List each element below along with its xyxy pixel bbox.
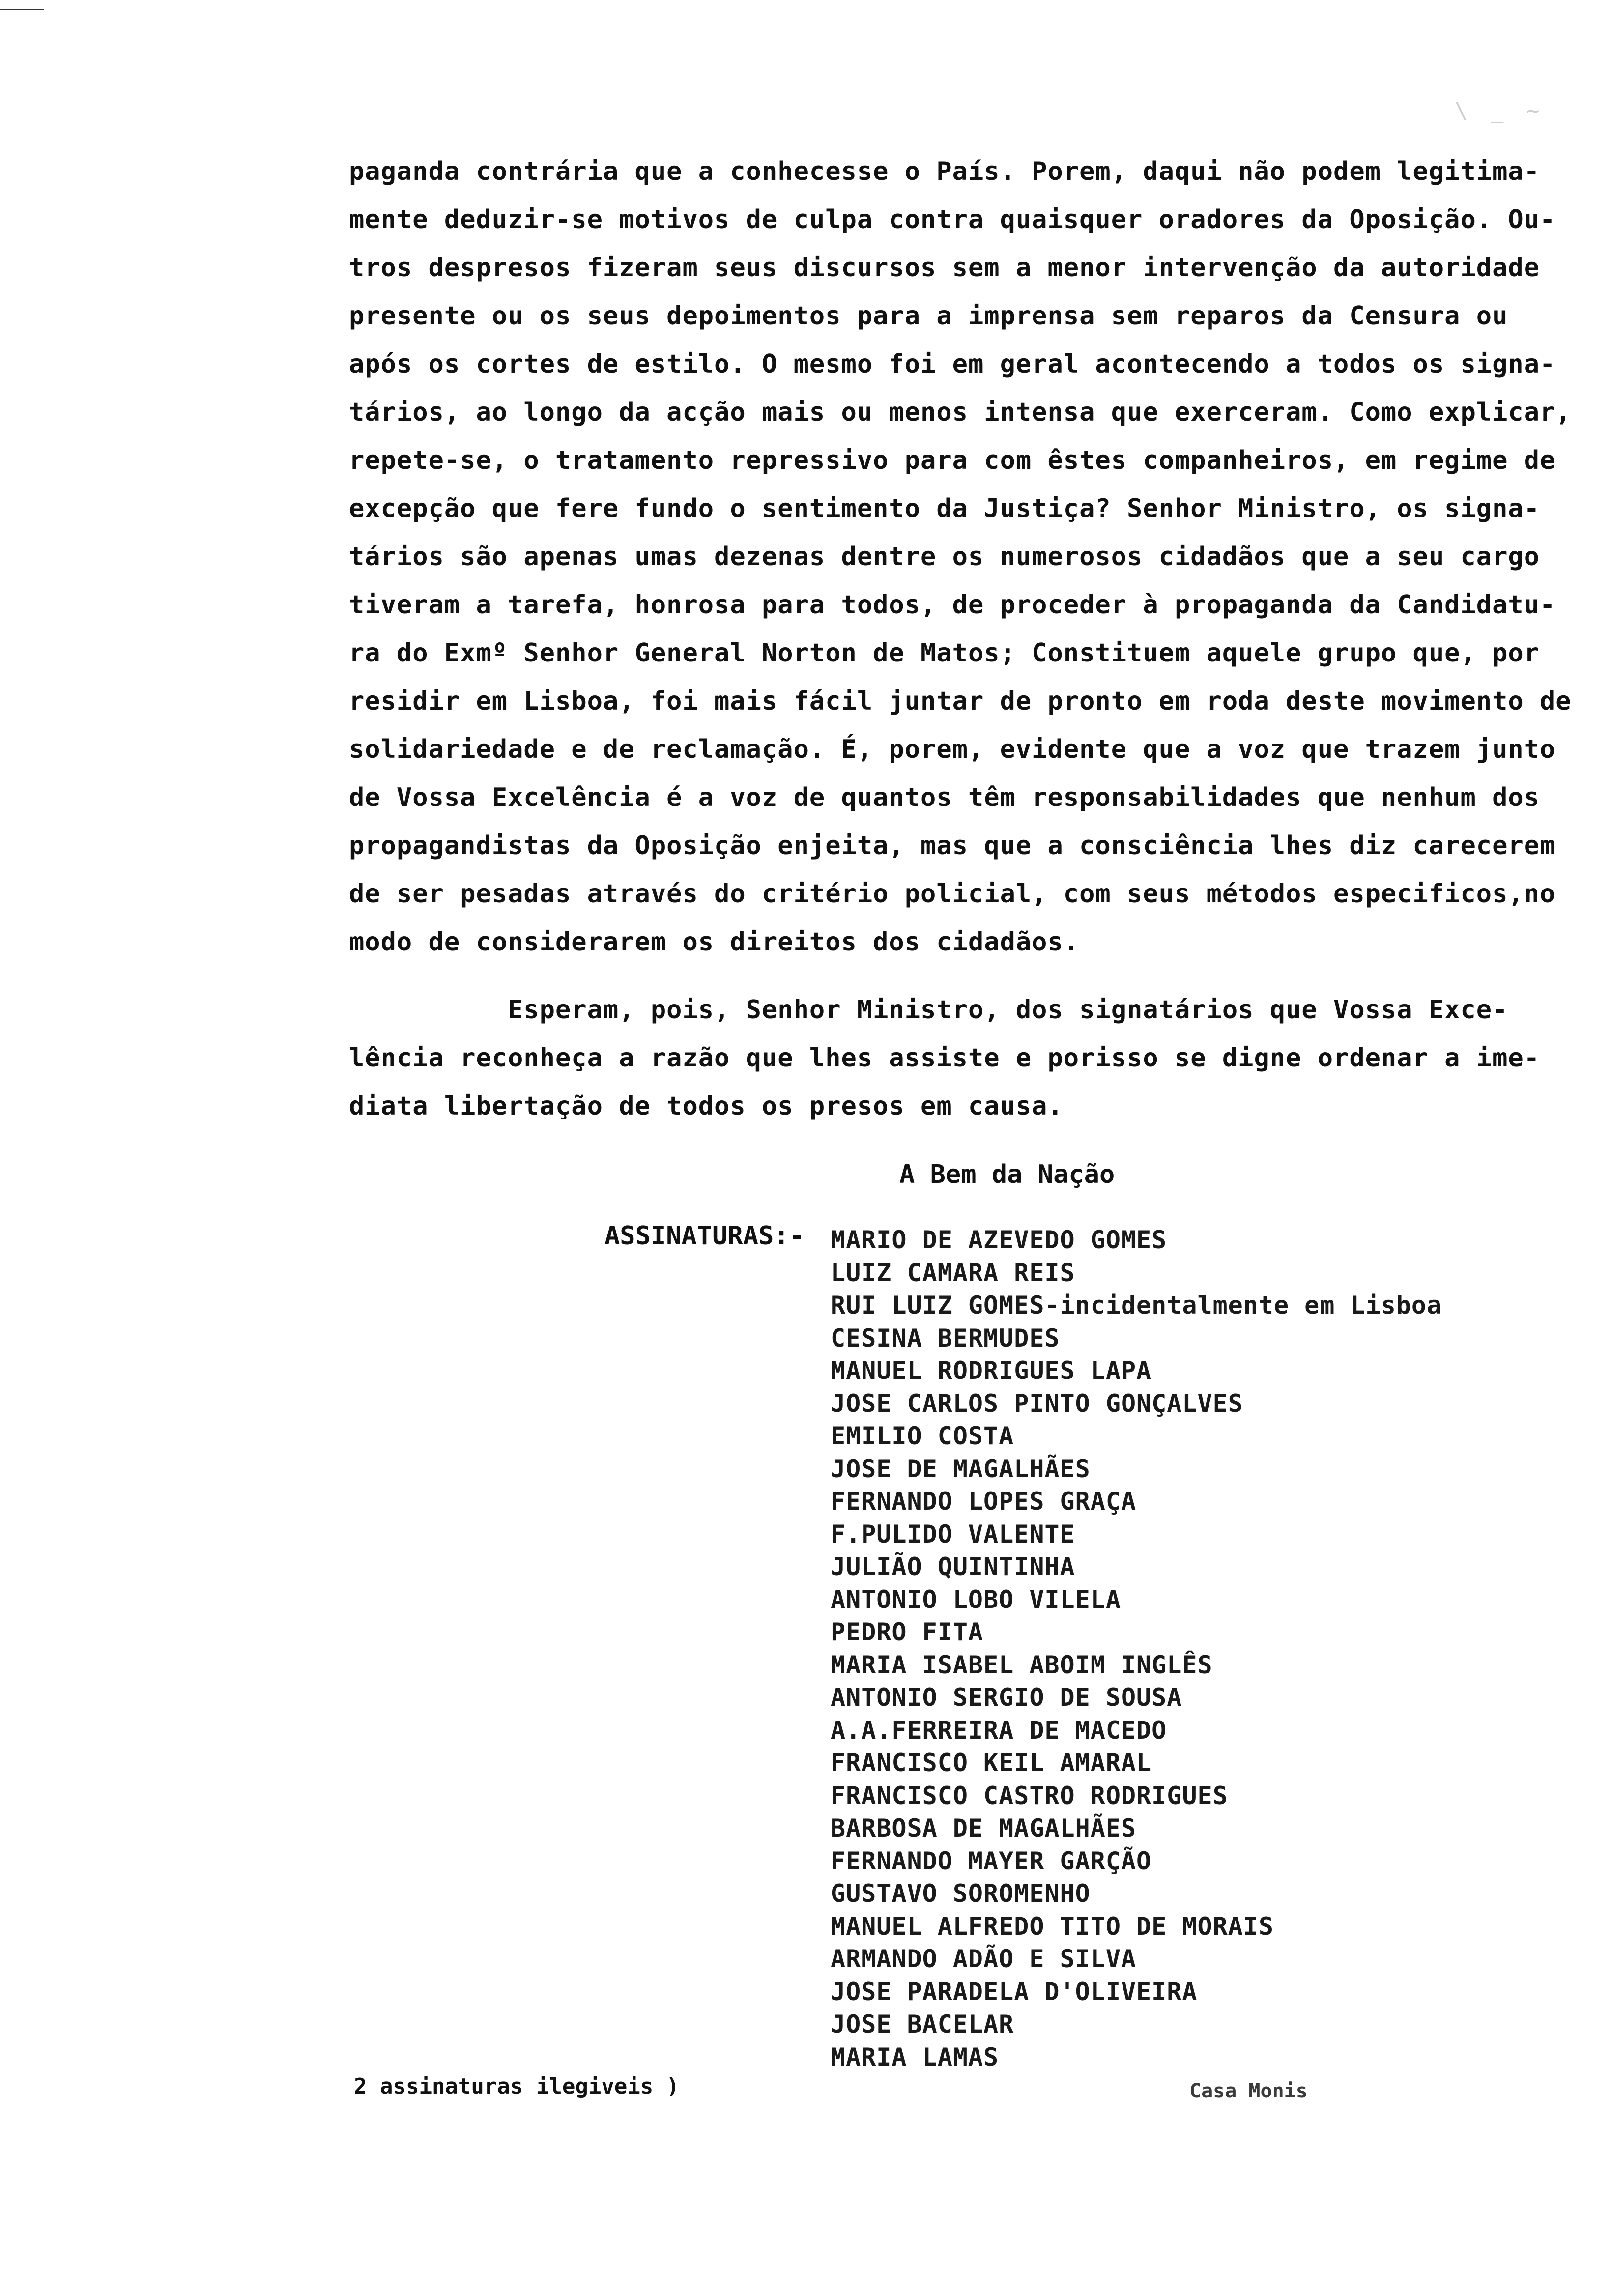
- signature-name: JOSE BACELAR: [831, 2010, 1014, 2038]
- paragraph-gap: [349, 966, 1587, 986]
- signature-name: GUSTAVO SOROMENHO: [831, 1879, 1091, 1908]
- body-line: lência reconheça a razão que lhes assiste e porisso se digne ordenar a ime-: [349, 1043, 1540, 1073]
- body-line: excepção que fere fundo o sentimento da Justiça? Senhor Ministro, os signa-: [349, 494, 1540, 523]
- signature-name: RUI LUIZ GOMES-incidentalmente em Lisboa: [831, 1291, 1442, 1320]
- signature-name: A.A.FERREIRA DE MACEDO: [831, 1716, 1167, 1745]
- body-line: paganda contrária que a conhecesse o País. Porem, daqui não podem legitima-: [349, 157, 1540, 186]
- signature-name: JOSE CARLOS PINTO GONÇALVES: [831, 1389, 1243, 1418]
- signature-name: FERNANDO LOPES GRAÇA: [831, 1487, 1137, 1516]
- signature-name: PEDRO FITA: [831, 1618, 984, 1646]
- body-line: tários são apenas umas dezenas dentre os numerosos cidadãos que a seu cargo: [349, 542, 1540, 572]
- signature-name: FRANCISCO CASTRO RODRIGUES: [831, 1781, 1228, 1810]
- body-line: após os cortes de estilo. O mesmo foi em geral acontecendo a todos os signa-: [349, 349, 1556, 379]
- signature-name: MARIO DE AZEVEDO GOMES: [831, 1226, 1167, 1254]
- body-line: propagandistas da Oposição enjeita, mas que a consciência lhes diz carecerem: [349, 831, 1556, 861]
- signatures-label: ASSINATURAS:-: [604, 1221, 805, 1251]
- signature-name: ANTONIO SERGIO DE SOUSA: [831, 1683, 1182, 1712]
- signature-name: FRANCISCO KEIL AMARAL: [831, 1749, 1152, 1777]
- signature-name: FERNANDO MAYER GARÇÃO: [831, 1846, 1152, 1875]
- body-line: tiveram a tarefa, honrosa para todos, de proceder à propaganda da Candidatu-: [349, 590, 1556, 620]
- closing-salutation: A Bem da Nação: [899, 1160, 1115, 1189]
- signature-name: ANTONIO LOBO VILELA: [831, 1585, 1121, 1614]
- body-line: repete-se, o tratamento repressivo para com êstes companheiros, em regime de: [349, 446, 1556, 475]
- signature-name: MARIA LAMAS: [831, 2042, 999, 2071]
- body-line: mente deduzir-se motivos de culpa contra quaisquer oradores da Oposição. Ou-: [349, 205, 1556, 234]
- paragraph-2: [349, 986, 1587, 1130]
- page-number-mark: \ _ ~: [1455, 98, 1545, 123]
- body-line: ra do Exmº Senhor General Norton de Matos; Constituem aquele grupo que, por: [349, 638, 1540, 668]
- signature-name: JOSE DE MAGALHÃES: [831, 1454, 1091, 1483]
- signature-name: CESINA BERMUDES: [831, 1323, 1060, 1352]
- signature-name: JULIÃO QUINTINHA: [831, 1552, 1075, 1581]
- body-line: presente ou os seus depoimentos para a imprensa sem reparos da Censura ou: [349, 301, 1508, 331]
- body-line: solidariedade e de reclamação. É, porem, evidente que a voz que trazem junto: [349, 735, 1556, 764]
- signature-name: MARIA ISABEL ABOIM INGLÊS: [831, 1650, 1213, 1679]
- signature-name: F.PULIDO VALENTE: [831, 1520, 1075, 1549]
- body-line: tros despresos fizeram seus discursos sem a menor intervenção da autoridade: [349, 253, 1540, 283]
- signature-name: JOSE PARADELA D'OLIVEIRA: [831, 1977, 1198, 2006]
- signature-name: EMILIO COSTA: [831, 1422, 1014, 1450]
- paragraph-1: [349, 147, 1587, 966]
- signature-name: ARMANDO ADÃO E SILVA: [831, 1945, 1137, 1973]
- body-line: de ser pesadas através do critério policial, com seus métodos especificos,no: [349, 879, 1556, 909]
- footer-name: Casa Monis: [1189, 2080, 1308, 2102]
- body-line: de Vossa Excelência é a voz de quantos têm responsabilidades que nenhum dos: [349, 783, 1540, 812]
- signature-name: MANUEL ALFREDO TITO DE MORAIS: [831, 1912, 1274, 1941]
- body-line: tários, ao longo da acção mais ou menos intensa que exerceram. Como explicar,: [349, 398, 1572, 427]
- body-line: residir em Lisboa, foi mais fácil juntar de pronto em roda deste movimento de: [349, 687, 1572, 716]
- body-line: diata libertação de todos os presos em causa.: [349, 1091, 1064, 1121]
- corner-line: [0, 9, 44, 10]
- illegible-signatures-note: 2 assinaturas ilegiveis ): [354, 2074, 680, 2099]
- signature-name: LUIZ CAMARA REIS: [831, 1258, 1075, 1287]
- signature-name: MANUEL RODRIGUES LAPA: [831, 1356, 1152, 1385]
- body-line: modo de considerarem os direitos dos cidadãos.: [349, 927, 1080, 957]
- letter-body: [349, 147, 1587, 1130]
- signatures-list: [831, 1224, 1568, 2073]
- signature-name: BARBOSA DE MAGALHÃES: [831, 1814, 1137, 1842]
- body-line: Esperam, pois, Senhor Ministro, dos signatários que Vossa Exce-: [349, 995, 1508, 1025]
